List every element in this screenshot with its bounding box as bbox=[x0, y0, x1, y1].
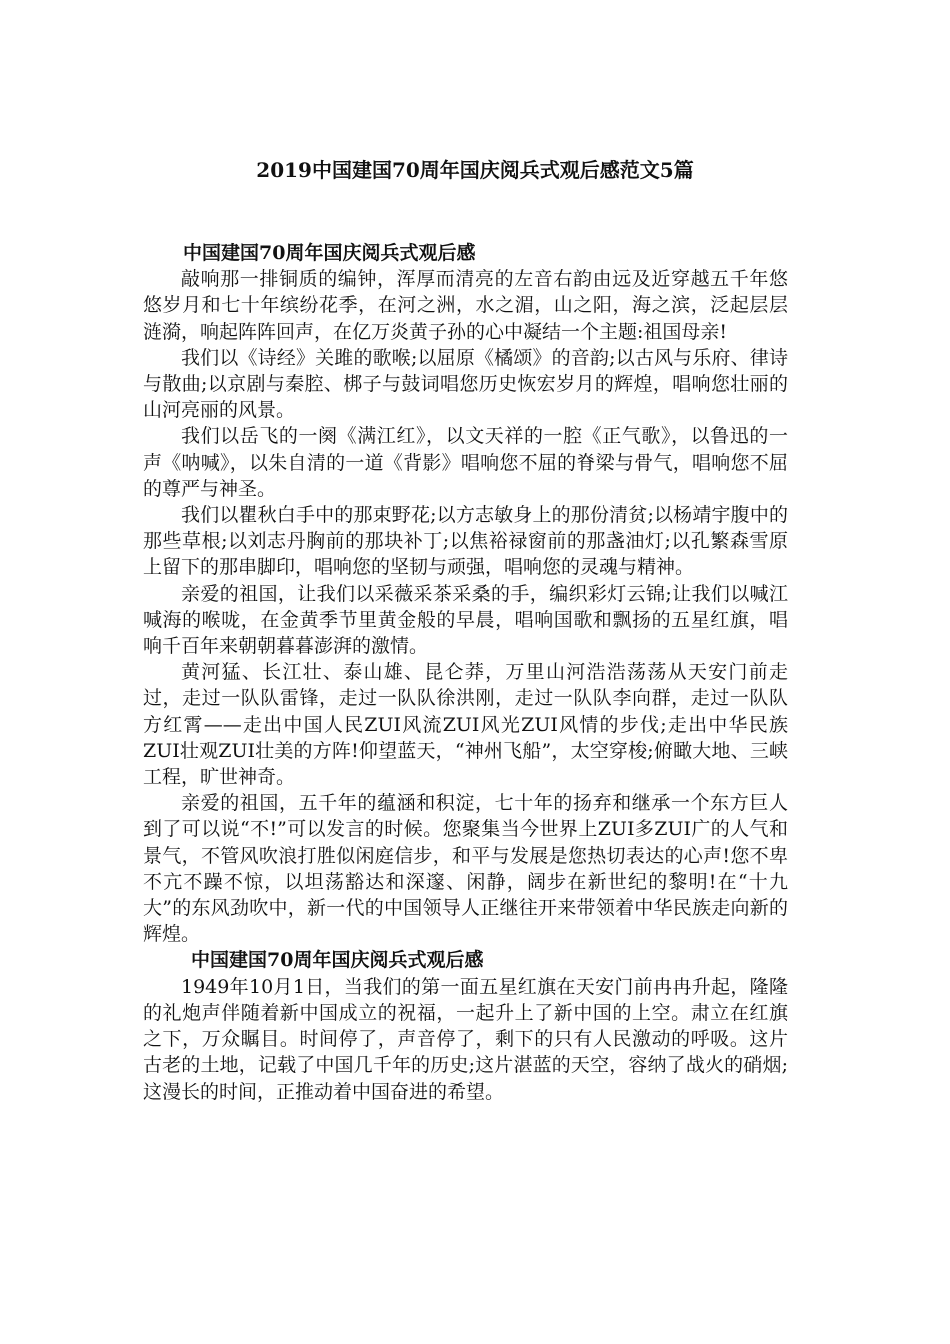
paragraph: 1949年10月1日，当我们的第一面五星红旗在天安门前冉冉升起，隆隆的礼炮声伴随着新中国成立的祝福，一起升上了新中国的上空。肃立在红旗之下，万众瞩目。时间停了，声音停了，剩下的只有人民激动的呼吸。这片古老的土地，记载了中国几千年的历史;这片湛蓝的天空，容纳了战火的硝烟;这漫长的时间，正推动着中国奋进的希望。 bbox=[143, 975, 788, 1103]
paragraph: 亲爱的祖国，让我们以采薇采茶采桑的手，编织彩灯云锦;让我们以喊江喊海的喉咙，在金黄季节里黄金般的早晨，唱响国歌和飘扬的五星红旗，唱响千百年来朝朝暮暮澎湃的激情。 bbox=[143, 582, 788, 658]
paragraph: 亲爱的祖国，五千年的蕴涵和积淀，七十年的扬弃和继承一个东方巨人到了可以说“不!”可以发言的时候。您聚集当今世界上ZUI多ZUI广的人气和景气，不管风吹浪打胜似闲庭信步，和平与发展是您热切表达的心声!您不卑不亢不躁不惊，以坦荡豁达和深邃、闲静，阔步在新世纪的黎明!在“十九大”的东风劲吹中，新一代的中国领导人正继往开来带领着中华民族走向新的辉煌。 bbox=[143, 792, 788, 946]
paragraph: 我们以瞿秋白手中的那束野花;以方志敏身上的那份清贫;以杨靖宇腹中的那些草根;以刘志丹胸前的那块补丁;以焦裕禄窗前的那盏油灯;以孔繁森雪原上留下的那串脚印，唱响您的坚韧与顽强，唱响您的灵魂与精神。 bbox=[143, 504, 788, 579]
section-heading: 中国建国70周年国庆阅兵式观后感 bbox=[191, 949, 484, 972]
paragraph: 黄河猛、长江壮、泰山雄、昆仑莽，万里山河浩浩荡荡从天安门前走过，走过一队队雷锋，走过一队队徐洪刚，走过一队队李向群，走过一队队方红霄——走出中国人民ZUI风流ZUI风光ZUI风情的步伐;走出中华民族ZUI壮观ZUI壮美的方阵!仰望蓝天，“神州飞船”，太空穿梭;俯瞰大地、三峡工程，旷世神奇。 bbox=[143, 661, 788, 789]
paragraph: 我们以岳飞的一阕《满江红》，以文天祥的一腔《正气歌》，以鲁迅的一声《呐喊》，以朱自清的一道《背影》唱响您不屈的脊梁与骨气，唱响您不屈的尊严与神圣。 bbox=[143, 425, 788, 500]
document-body bbox=[143, 240, 788, 1105]
section-heading: 中国建国70周年国庆阅兵式观后感 bbox=[183, 242, 476, 264]
paragraph: 敲响那一排铜质的编钟，浑厚而清亮的左音右韵由远及近穿越五千年悠悠岁月和七十年缤纷花季，在河之洲，水之湄，山之阳，海之滨，泛起层层涟漪，响起阵阵回声，在亿万炎黄子孙的心中凝结一个主题:祖国母亲! bbox=[143, 268, 788, 343]
paragraph: 我们以《诗经》关雎的歌喉;以屈原《橘颂》的音韵;以古风与乐府、律诗与散曲;以京剧与秦腔、梆子与鼓词唱您历史恢宏岁月的辉煌，唱响您壮丽的山河亮丽的风景。 bbox=[143, 346, 788, 422]
document-title: 2019中国建国70周年国庆阅兵式观后感范文5篇 bbox=[256, 158, 694, 182]
